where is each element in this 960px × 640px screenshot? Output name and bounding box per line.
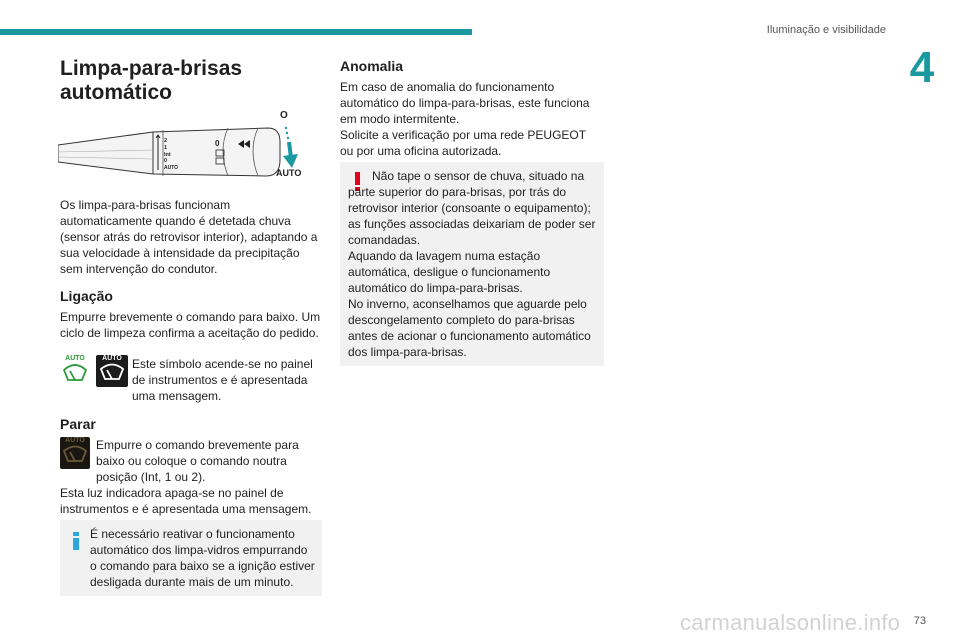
chapter-number: 4 [909, 43, 935, 92]
heading-anomalia: Anomalia [340, 58, 404, 74]
info-note [60, 520, 322, 596]
info-note-text: É necessário reativar o funcionamento automático dos limpa-vidros empurrando o comando para baixo se a ignição estiver desligada durante mais de um minuto. [90, 527, 315, 589]
auto-wiper-off-icon: AUTO [60, 437, 90, 469]
page-title: Limpa-para-brisas automático [60, 57, 243, 104]
info-icon [72, 532, 80, 550]
label-o: O [280, 110, 288, 121]
auto-wiper-filled-icon: AUTO [96, 355, 128, 387]
section-title: Iluminação e visibilidade [766, 24, 886, 36]
warning-paragraph-3: No inverno, aconselhamos que aguarde pelo descongelamento completo do para-brisas antes de acionar o funcionamento automático dos limpa-para-brisas. [348, 297, 591, 359]
page-number: 73 [913, 615, 926, 627]
svg-text:Int: Int [164, 152, 171, 158]
warning-note [340, 162, 604, 366]
parar-paragraph-2: Esta luz indicadora apaga-se no painel de instrumentos e é apresentada uma mensagem. [60, 486, 312, 516]
stalk-motion-indicator [276, 110, 306, 186]
warning-paragraph-2: Aquando da lavagem numa estação automática, desligue o funcionamento automático do limpa-para-brisas. [348, 249, 551, 295]
svg-text:0: 0 [164, 158, 168, 164]
watermark: carmanualsonline.info [680, 610, 901, 635]
svg-text:0: 0 [215, 139, 220, 148]
warning-paragraph-1: Não tape o sensor de chuva, situado na parte superior do para-brisas, por trás do retrovisor interior (consoante o equipamento); as funções associadas deixariam de poder ser comandadas. [348, 169, 596, 247]
svg-text:2: 2 [164, 138, 168, 144]
heading-parar: Parar [60, 416, 96, 432]
svg-text:1: 1 [164, 145, 168, 151]
heading-ligacao: Ligação [60, 288, 113, 304]
header-accent-bar [0, 29, 472, 35]
ligacao-paragraph: Empurre brevemente o comando para baixo. Um ciclo de limpeza confirma a aceitação do pedido. [60, 310, 321, 340]
parar-paragraph-1: Empurre o comando brevemente para baixo ou coloque o comando noutra posição (Int, 1 ou 2). [96, 438, 299, 484]
anomalia-paragraph-1: Em caso de anomalia do funcionamento automático do limpa-para-brisas, este funciona em modo intermitente. [340, 80, 590, 126]
ligacao-symbol-paragraph: Este símbolo acende-se no painel de instrumentos e é apresentada uma mensagem. [132, 357, 313, 403]
wiper-stalk-illustration [58, 110, 308, 190]
svg-text:AUTO: AUTO [164, 165, 179, 171]
anomalia-paragraph-2: Solicite a verificação por uma rede PEUGEOT ou por uma oficina autorizada. [340, 128, 586, 158]
label-auto: AUTO [276, 168, 302, 178]
auto-wiper-outline-icon: AUTO [60, 355, 90, 387]
intro-paragraph: Os limpa-para-brisas funcionam automaticamente quando é detetada chuva (sensor atrás do retrovisor interior), adaptando a sua velocidade à intensidade da precipitação sem intervenção do condutor. [60, 198, 318, 276]
